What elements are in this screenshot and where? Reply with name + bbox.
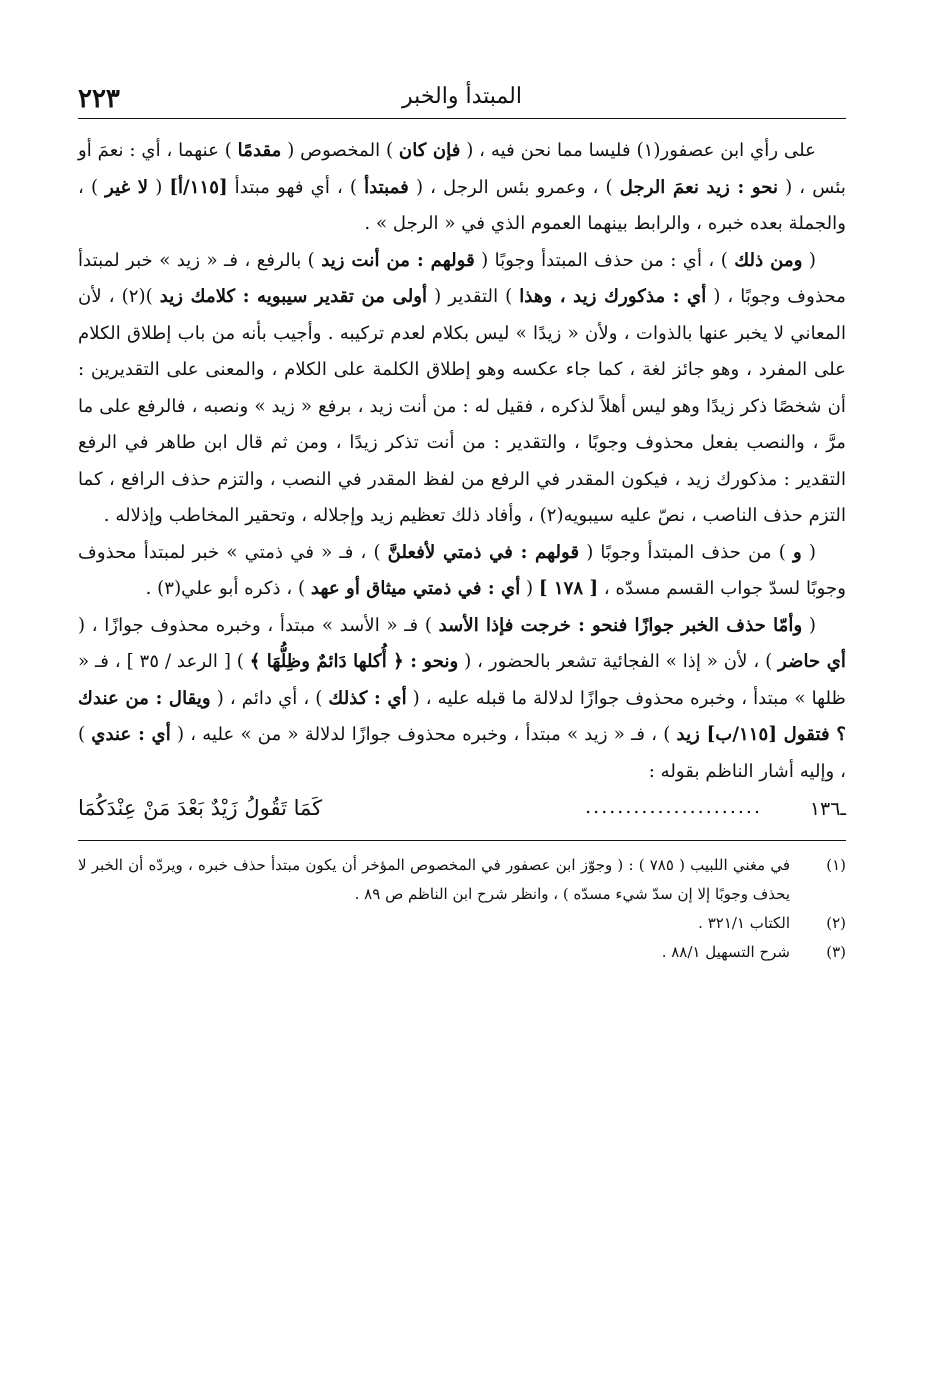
- bold-text-run: نحو : زيد نعمَ الرجل: [619, 176, 779, 198]
- bold-text-run: فإن كان: [398, 140, 461, 161]
- bold-text-run: ويقال : من عندك ؟ فتقول [١١٥/ب] زيد: [78, 687, 846, 745]
- text-run: ) ، والجملة بعده خبره ، والرابط بينهما العموم الذي في « الرجل » .: [78, 176, 846, 234]
- verse-number: ١٣٦ـ: [809, 798, 846, 820]
- text-run: (١): [636, 140, 661, 161]
- text-run: ) ، أي فهو مبتدأ: [227, 176, 365, 198]
- bold-text-run: لا غير: [105, 176, 149, 198]
- bold-text-run: مقدمًا: [237, 140, 282, 161]
- page-header: [78, 78, 846, 119]
- running-title: المبتدأ والخبر: [402, 84, 522, 109]
- paragraph-4: [78, 608, 846, 791]
- bold-text-run: أي : في ذمتي ميثاق أو عهد: [310, 578, 521, 599]
- bold-text-run: أي حاضر: [778, 651, 846, 672]
- footnote-number: (٣): [826, 943, 846, 961]
- page-number: ٢٢٣: [78, 84, 120, 114]
- footnote-divider: [78, 840, 846, 841]
- bold-text-run: قولهم : في ذمتي لأفعلنَّ: [387, 541, 580, 563]
- poem-verse: [78, 794, 846, 832]
- text-run: (: [802, 249, 816, 271]
- text-run: ) المخصوص (: [281, 140, 399, 161]
- text-run: ) ، أي : من حذف المبتدأ وجوبًا (: [474, 249, 735, 271]
- text-run: ) التقدير (: [427, 286, 520, 307]
- bold-text-run: و: [792, 541, 802, 563]
- paragraph-3: [78, 535, 846, 608]
- text-run: ) ، وعمرو بئس الرجل ، (: [408, 176, 620, 198]
- text-run: ) ، لأن « إذا » الفجائية تشعر بالحضور ، (: [458, 651, 779, 672]
- text-run: ) ، ذكره أبو علي: [181, 578, 311, 599]
- main-text: [78, 133, 846, 790]
- footnotes: [78, 851, 846, 967]
- footnote-text: شرح التسهيل ٨٨/١ .: [661, 943, 790, 961]
- text-run: ) ، أي دائم ، (: [210, 687, 329, 709]
- footnote-text: الكتاب ٣٢١/١ .: [698, 914, 790, 932]
- verse-text: كَمَا تَقُولُ زَيْدٌ بَعْدَ مَنْ عِنْدَكُمَا: [78, 796, 323, 820]
- footnote-text: في مغني اللبيب ( ٧٨٥ ) : ( وجوّز ابن عصفور في المخصوص المؤخر أن يكون مبتدأ حذف خبره ، ويردّه أن الخبر لا يحذف وجوبًا إلا إن سدّ شيء مسدّه ) ، وانظر شرح ابن الناظم ص ٨٩ .: [78, 856, 790, 903]
- bold-text-run: قولهم : من أنت زيد: [321, 249, 475, 271]
- paragraph-1: [78, 133, 846, 243]
- text-run: ) ، وإليه أشار الناظم بقوله :: [78, 724, 846, 782]
- bold-text-run: ونحو : ﴿ أُكلها دَائمٌ وظِلُّهَا ﴾: [249, 651, 459, 672]
- text-run: فليسا مما نحن فيه ، (: [460, 140, 637, 161]
- bold-text-run: وأمّا حذف الخبر جوازًا فنحو : خرجت فإذا الأسد: [438, 614, 803, 636]
- bold-text-run: أولى من تقدير سيبويه : كلامك زيد: [159, 286, 428, 307]
- text-run: .: [145, 578, 158, 599]
- paragraph-2: [78, 243, 846, 535]
- text-run: ) [ الرعد / ٣٥ ] ، فـ « ظلها » مبتدأ ، وخبره محذوف جوازًا لدلالة ما قبله عليه ، (: [78, 651, 847, 709]
- bold-text-run: ومن ذلك: [734, 249, 803, 271]
- text-run: (٢): [539, 505, 564, 526]
- text-run: (: [802, 614, 816, 636]
- bold-text-run: [ ١٧٨ ]: [538, 578, 599, 599]
- footnote-number: (١): [826, 856, 846, 874]
- bold-text-run: أي : مذكورك زيد ، وهذا: [519, 286, 707, 307]
- document-page: [78, 78, 846, 1348]
- bold-text-run: فمبتدأ: [364, 176, 409, 198]
- text-run: (٣): [157, 578, 182, 599]
- text-run: (: [801, 541, 816, 563]
- text-run: ) من حذف المبتدأ وجوبًا (: [579, 541, 793, 563]
- text-run: ، لأن المعاني لا يخبر عنها بالذوات ، ولأن « زيدًا » ليس بكلام لعدم تركيبه . وأجيب بأنه من باب إطلاق الكلام على المفرد ، وهو جائز لغة ، كما جاء عكسه وهو إطلاق الكلمة على الكلام ، والمعنى على التقديرين : أن شخصًا ذكر زيدًا وهو ليس أهلاً لذكره ، فقيل له : من أنت زيد ، برفع « زيد » ونصبه ، فالرفع على ما مرَّ ، والنصب بفعل محذوف وجوبًا ، والتقدير : من أنت تذكر زيدًا ، ومن ثم قال ابن طاهر في الرفع التقدير : مذكورك زيد ، فيكون المقدر في الرفع من لفظ المقدر في النصب ، والتزم حذف الرافع ، كما التزم حذف الناصب ، نصّ عليه سيبويه: [78, 286, 846, 526]
- text-run: ) ، فـ « زيد » مبتدأ ، وخبره محذوف جوازًا لدلالة « من » عليه ، (: [170, 724, 677, 745]
- text-run: (٢): [121, 286, 146, 307]
- text-run: ) عنهما ، أي : نعمَ أو بئس ، (: [78, 140, 846, 198]
- text-run: (: [148, 176, 170, 198]
- footnote-2: [78, 909, 846, 938]
- text-run: ): [145, 286, 160, 307]
- text-run: على رأي ابن عصفور: [660, 140, 816, 161]
- text-run: ) فـ « الأسد » مبتدأ ، وخبره محذوف جوازًا ، (: [78, 614, 439, 636]
- footnote-1: [78, 851, 846, 909]
- text-run: (: [520, 578, 539, 599]
- footnote-number: (٢): [826, 914, 846, 932]
- bold-text-run: أي : كذلك: [328, 687, 407, 709]
- verse-ellipsis: ......................: [585, 796, 762, 818]
- footnote-3: [78, 938, 846, 967]
- bold-text-run: أي : عندي: [91, 724, 171, 745]
- text-run: ) ، فـ « في ذمتي » خبر لمبتدأ محذوف وجوبًا لسدّ جواب القسم مسدّه ،: [78, 541, 846, 599]
- text-run: ) بالرفع ، فـ « زيد » خبر لمبتدأ محذوف وجوبًا ، (: [78, 249, 846, 307]
- bold-text-run: [١١٥/أ]: [169, 176, 228, 198]
- text-run: ، وأفاد ذلك تعظيم زيد وإجلاله ، وتحقير المخاطب وإذلاله .: [103, 505, 540, 526]
